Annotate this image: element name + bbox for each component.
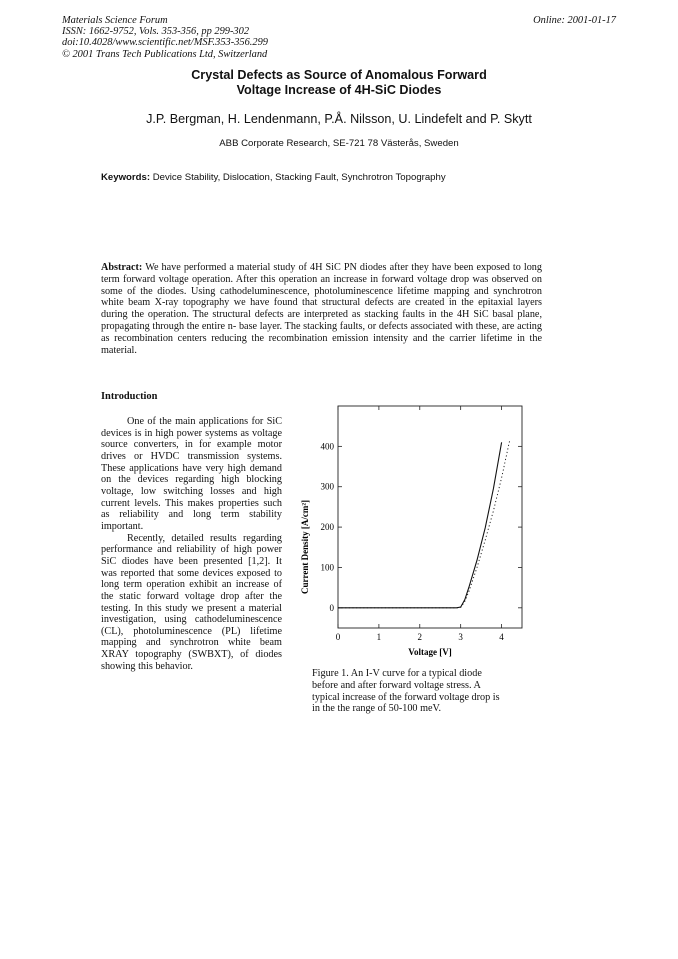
intro-paragraph-1: One of the main applications for SiC devices is in high power systems as voltage source converters, in for example motor drives or HVDC transmission systems. These applications have very high demand on the devices regarding high blocking voltage, low switching losses and high current levels. This makes properties such as reliability and long term stability important. xyxy=(101,416,282,532)
y-tick-label: 200 xyxy=(320,522,334,533)
y-tick-label: 100 xyxy=(320,562,334,573)
x-tick-label: 4 xyxy=(499,632,504,642)
y-tick-label: 400 xyxy=(320,441,334,452)
issn-line: ISSN: 1662-9752, Vols. 353-356, pp 299-302 xyxy=(62,26,250,38)
y-tick-label: 300 xyxy=(320,481,334,492)
online-date: Online: 2001-01-17 xyxy=(533,15,616,26)
abstract-label: Abstract: xyxy=(101,262,143,273)
x-tick-label: 3 xyxy=(458,632,463,642)
keywords-label: Keywords: xyxy=(101,172,151,183)
journal-name: Materials Science Forum xyxy=(62,15,168,26)
x-axis-label: Voltage [V] xyxy=(408,647,452,657)
abstract xyxy=(101,262,542,356)
author-list: J.P. Bergman, H. Lendenmann, P.Å. Nilsson, U. Lindefelt and P. Skytt xyxy=(146,112,532,126)
section-heading-introduction: Introduction xyxy=(101,391,158,402)
paper-title xyxy=(0,68,678,97)
keywords xyxy=(101,172,446,183)
series-line-after-stress xyxy=(338,440,510,608)
y-tick-label: 0 xyxy=(329,602,334,613)
intro-paragraph-2: Recently, detailed results regarding performance and reliability of high power SiC diodes have been presented [1,2]. It was reported that some devices exposed to long term operation exhibit an increase of the static forward voltage drop after the testing. In this study we present a material investigation, using cathodeluminescence (CL), photoluminescence (PL) lifetime mapping and synchrotron white beam XRAY topography (SWBXT), of diodes showing this behavior. xyxy=(101,532,282,672)
x-tick-label: 1 xyxy=(376,632,382,642)
affiliation: ABB Corporate Research, SE-721 78 Västerås, Sweden xyxy=(219,138,459,149)
plot-frame xyxy=(338,406,522,628)
figure-caption: Figure 1. An I-V curve for a typical diode before and after forward voltage stress. A typical increase of the forward voltage drop is in the the range of 50-100 meV. xyxy=(312,668,500,715)
introduction-body xyxy=(101,416,282,672)
iv-chart-svg xyxy=(296,400,531,662)
series-line-before-stress xyxy=(338,442,502,608)
doi-line[interactable]: doi:10.4028/www.scientific.net/MSF.353-356.299 xyxy=(62,37,268,49)
x-tick-label: 0 xyxy=(335,632,341,642)
journal-header xyxy=(62,15,268,60)
title-line-2: Voltage Increase of 4H-SiC Diodes xyxy=(236,82,442,97)
title-line-1: Crystal Defects as Source of Anomalous Forward xyxy=(191,68,487,82)
abstract-text: We have performed a material study of 4H SiC PN diodes after they have been exposed to long term forward voltage operation. After this operation an increase in forward voltage drop was observed on some of the diodes. Using cathodeluminescence, photoluminescence lifetime mapping and synchrotron white beam X-ray topography we have found that structural defects are created in the epitaxial layers during the operation. The structural defects are interpreted as stacking faults in the 4H SiC basal plane, propagating through the entire n- base layer. The stacking faults, or defects associated with these, are acting as recombination centers reducing the recombination emission intensity and the carrier lifetime in the material. xyxy=(101,262,542,356)
x-tick-label: 2 xyxy=(417,632,423,642)
keywords-text: Device Stability, Dislocation, Stacking Fault, Synchrotron Topography xyxy=(152,172,446,183)
figure-1-iv-curve xyxy=(296,400,531,662)
copyright-line: © 2001 Trans Tech Publications Ltd, Switzerland xyxy=(62,48,268,60)
y-axis-label: Current Density [A/cm²] xyxy=(300,499,310,595)
